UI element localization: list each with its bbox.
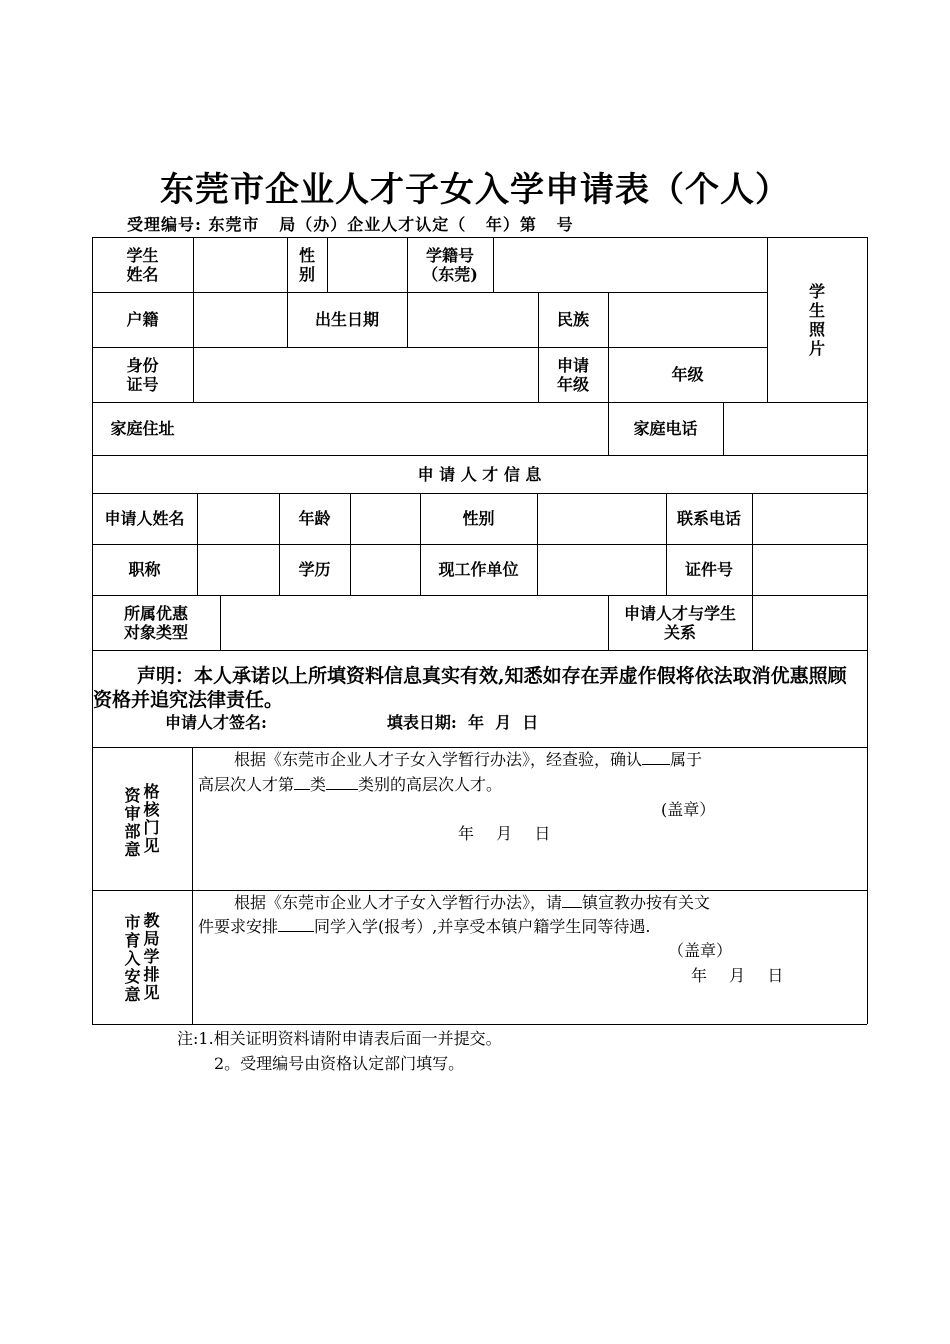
talent-category-blank[interactable]	[326, 775, 358, 790]
education-line-1: 根据《东莞市企业人才子女入学暂行办法》，请 镇宣教办按有关文	[234, 893, 711, 912]
grade-field[interactable]	[608, 347, 767, 402]
talent-name-blank[interactable]	[642, 750, 670, 765]
qualification-line-1: 根据《东莞市企业人才子女入学暂行办法》，经查验，确认 属于	[234, 750, 703, 769]
town-blank[interactable]	[562, 893, 582, 908]
id-number-label: 身份 证号	[126, 355, 159, 394]
note-2: 2。受理编号由资格认定部门填写。	[214, 1054, 465, 1073]
applicant-contact-label: 联系电话	[676, 509, 741, 528]
student-gender-label: 性 别	[298, 245, 315, 284]
education-line-2: 件要求安排 同学入学(报考）,并享受本镇户籍学生同等待遇.	[198, 917, 651, 936]
student-registration-number-field[interactable]	[494, 238, 766, 291]
student-photo-label: 学 生 照 片	[808, 281, 825, 358]
talent-section-title: 申 请 人 才 信 息	[417, 464, 542, 484]
education-label: 学历	[298, 560, 331, 579]
household-field[interactable]	[194, 293, 286, 346]
education-stamp: （盖章）	[668, 941, 733, 960]
education-field[interactable]	[351, 545, 419, 594]
student-name-label: 学生 姓名	[126, 245, 159, 284]
applicant-gender-field[interactable]	[538, 494, 665, 543]
student-photo-box[interactable]	[767, 237, 867, 402]
household-label: 户籍	[126, 310, 159, 329]
student-name-field[interactable]	[194, 238, 286, 291]
education-bureau-label: 市 育 入 安 意 教 局 学 排 见	[124, 911, 160, 1004]
employer-field[interactable]	[538, 545, 665, 594]
professional-title-label: 职称	[128, 560, 161, 579]
relation-field[interactable]	[753, 596, 866, 649]
qualification-line-2: 高层次人才第 类 类别的高层次人才。	[198, 775, 503, 794]
fill-date-label: 填表日期: 年 月 日	[386, 713, 539, 732]
applicant-age-label: 年龄	[298, 509, 331, 528]
grade-label: 年级	[671, 365, 704, 384]
certificate-number-label: 证件号	[684, 560, 733, 579]
home-phone-field[interactable]	[724, 403, 866, 454]
id-number-field[interactable]	[194, 348, 537, 401]
birth-date-label: 出生日期	[314, 310, 379, 329]
talent-level-blank[interactable]	[294, 775, 310, 790]
note-1: 注:1.相关证明资料请附申请表后面一并提交。	[177, 1029, 502, 1048]
applicant-contact-field[interactable]	[753, 494, 866, 543]
page-title: 东莞市企业人才子女入学申请表（个人）	[160, 170, 790, 210]
student-blank[interactable]	[278, 917, 314, 932]
applicant-age-field[interactable]	[351, 494, 419, 543]
employer-label: 现工作单位	[438, 560, 519, 579]
applicant-gender-label: 性别	[462, 509, 495, 528]
preferential-type-field[interactable]	[221, 596, 607, 649]
signature-line	[165, 710, 538, 733]
declaration-text: 声明：本人承诺以上所填资料信息真实有效,知悉如存在弄虚作假将依法取消优惠照顾资格并追究法律责任。	[93, 665, 847, 711]
education-date: 年 月 日	[691, 966, 784, 985]
ethnicity-field[interactable]	[609, 293, 766, 346]
home-address-field[interactable]	[194, 403, 607, 454]
qualification-review-label: 资 审 部 意 格 核 门 见	[124, 781, 160, 859]
student-gender-field[interactable]	[328, 238, 406, 291]
student-registration-number-label: 学籍号 （东莞)	[422, 245, 478, 284]
certificate-number-field[interactable]	[753, 545, 866, 594]
acceptance-number-line: 受理编号: 东莞市 局（办）企业人才认定（ 年）第 号	[127, 215, 574, 234]
signature-label: 申请人才签名:	[165, 713, 267, 732]
applicant-name-label: 申请人姓名	[104, 509, 185, 528]
home-address-label: 家庭住址	[110, 419, 175, 438]
qualification-date: 年 月 日	[458, 824, 551, 843]
preferential-type-label: 所属优惠 对象类型	[123, 603, 188, 642]
qualification-stamp: (盖章）	[661, 800, 716, 819]
applicant-name-field[interactable]	[198, 494, 278, 543]
relation-label: 申请人才与学生 关系	[623, 603, 736, 642]
birth-date-field[interactable]	[408, 293, 537, 346]
professional-title-field[interactable]	[198, 545, 278, 594]
apply-grade-label: 申请 年级	[556, 355, 589, 394]
ethnicity-label: 民族	[556, 310, 589, 329]
home-phone-label: 家庭电话	[633, 419, 698, 438]
